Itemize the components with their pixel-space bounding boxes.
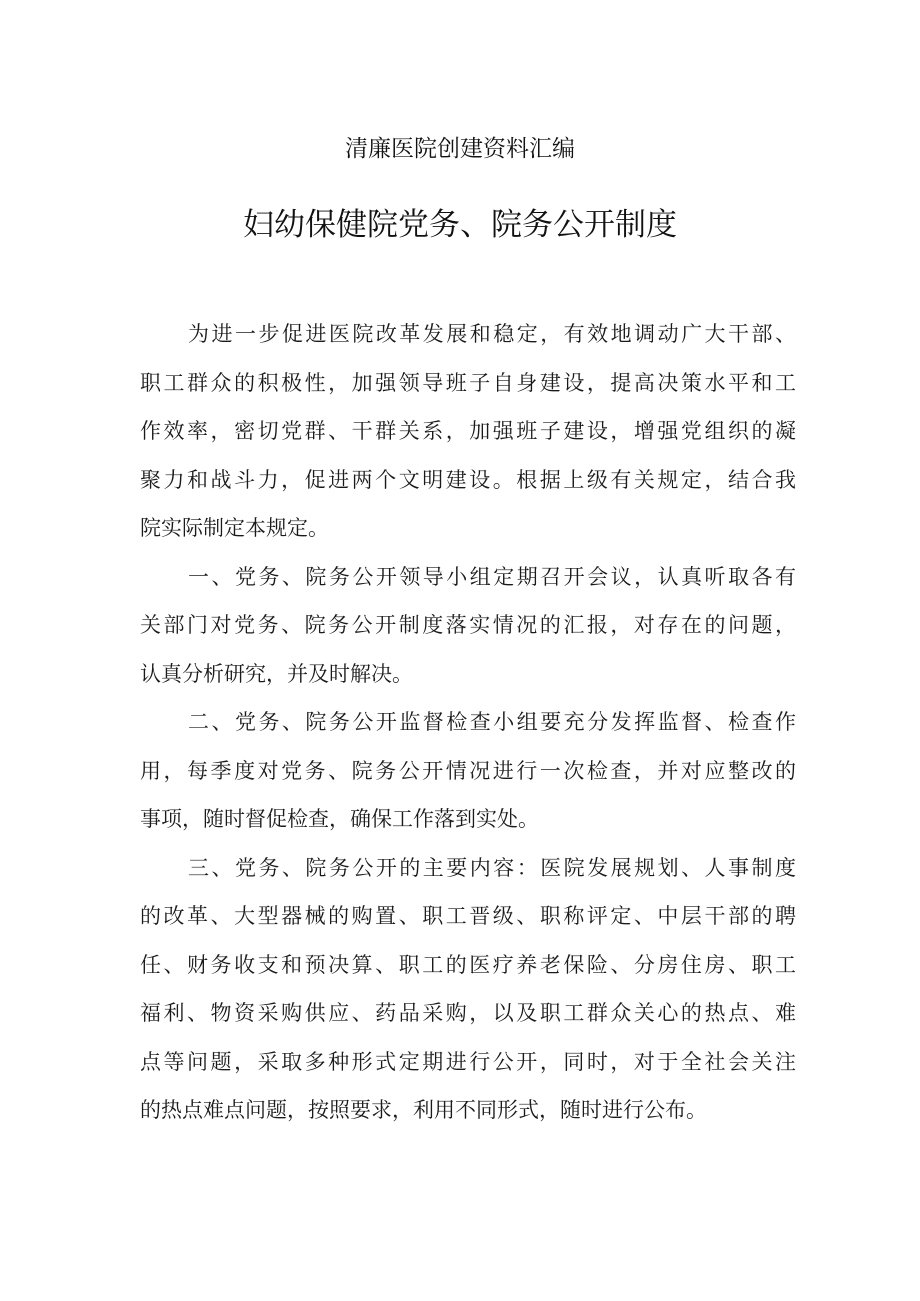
paragraph bbox=[140, 310, 796, 553]
text-line: 的改革、大型器械的购置、职工晋级、职称评定、中层干部的聘 bbox=[140, 904, 796, 928]
text-line: 认真分析研究，并及时解决。 bbox=[140, 661, 413, 686]
paragraph bbox=[140, 844, 796, 1135]
text-line: 职工群众的积极性，加强领导班子自身建设，提高决策水平和工 bbox=[140, 370, 796, 395]
text-line: 任、财务收支和预决算、职工的医疗养老保险、分房住房、职工 bbox=[140, 952, 796, 977]
text-line: 的热点难点问题，按照要求，利用不同形式，随时进行公布。 bbox=[140, 1098, 707, 1122]
text-line: 用，每季度对党务、院务公开情况进行一次检查，并对应整改的 bbox=[140, 758, 796, 783]
text-line: 点等问题，采取多种形式定期进行公开，同时，对于全社会关注 bbox=[140, 1049, 796, 1074]
series-title: 清廉医院创建资料汇编 bbox=[345, 136, 575, 162]
text-line: 事项，随时督促检查，确保工作落到实处。 bbox=[140, 807, 539, 831]
paragraph bbox=[140, 698, 796, 844]
text-line: 三、党务、院务公开的主要内容：医院发展规划、人事制度 bbox=[188, 855, 796, 880]
text-line: 关部门对党务、院务公开制度落实情况的汇报，对存在的问题， bbox=[140, 613, 796, 637]
paragraph bbox=[140, 553, 796, 699]
text-line: 作效率，密切党群、干群关系，加强班子建设，增强党组织的凝 bbox=[140, 419, 796, 443]
text-line: 聚力和战斗力，促进两个文明建设。根据上级有关规定，结合我 bbox=[140, 467, 796, 492]
text-line: 福利、物资采购供应、药品采购，以及职工群众关心的热点、难 bbox=[140, 1001, 796, 1025]
document-body bbox=[140, 310, 796, 1135]
text-line: 一、党务、院务公开领导小组定期召开会议，认真听取各有 bbox=[188, 564, 796, 589]
text-line: 为进一步促进医院改革发展和稳定，有效地调动广大干部、 bbox=[188, 322, 796, 346]
document-title: 妇幼保健院党务、院务公开制度 bbox=[243, 207, 677, 243]
text-line: 二、党务、院务公开监督检查小组要充分发挥监督、检查作 bbox=[188, 710, 796, 734]
text-line: 院实际制定本规定。 bbox=[140, 516, 329, 540]
